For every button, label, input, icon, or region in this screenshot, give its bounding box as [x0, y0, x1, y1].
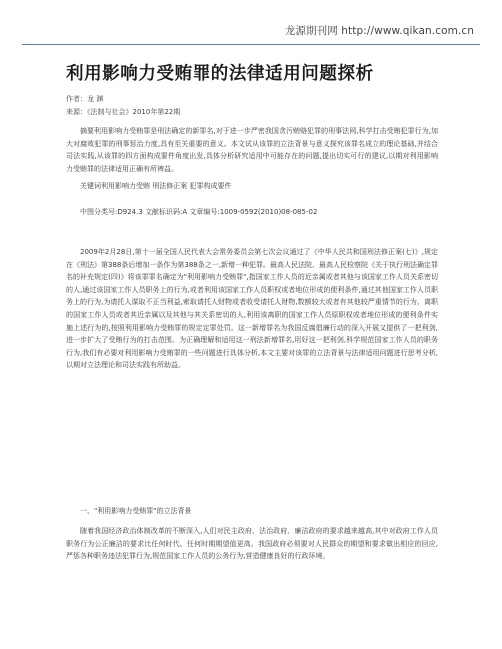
article-keywords: 关键词利用影响力受贿 刑法修正案 犯罪构成要件 [80, 182, 232, 190]
article-source: 来源：《法制与社会》2010年第22期 [66, 108, 181, 116]
header-divider [22, 44, 480, 45]
body-paragraph-2: 随着我国经济政治体制改革的不断深入,人们对民主政府、法治政府、廉洁政府的要求越来越高,其中对政府工作人员职务行为公正廉洁的要求比任何时代、任何时期期望值更高。我国政府必须要对人民群众的期望和要求做出相应的回应,严惩各种职务违法犯罪行为,规范国家工作人员的公务行为,营造健康良好的行政环境。 [66, 527, 438, 561]
article-classification: 中图分类号:D924.3 文献标识码:A 文章编号:1009-0592(2010)08-085-02 [80, 208, 318, 216]
article-author: 作者：龙 渊 [66, 95, 104, 103]
body-paragraph-1: 2009年2月28日,第十一届全国人民代表大会常务委员会第七次会议通过了《中华人民共和国刑法修正案(七)》,规定在《刑法》第388条后增加一条作为第388条之一,新增一种犯罪。最高人民法院、最高人民检察院《关于执行刑法确定罪名的补充规定(四)》将该罪罪名确定为"利用影响力受贿罪",指国家工作人员的近亲属或者其他与该国家工作人员关系密切的人,通过该国家工作人员职务上的行为,或者利用该国家工作人员职权或者地位形成的便利条件,通过其他国家工作人员职务上的行为,为请托人谋取不正当利益,索取请托人财物或者收受请托人财物,数额较大或者有其他较严重情节的行为。离职的国家工作人员或者其近亲属以及其他与其关系密切的人,利用该离职的国家工作人员原职权或者地位形成的便利条件实施上述行为的,按照利用影响力受贿罪的规定定罪处罚。这一新增罪名为我国反腐倡廉行动的深入开展又提供了一把利剑,进一步扩大了受贿行为的打击范围。为正确理解和适用这一刑法新增罪名,用好这一把利剑,科学规范国家工作人员的职务行为,我们有必要对利用影响力受贿罪的一些问题进行具体分析,本文主要对该罪的立法背景与法律适用问题进行思考分析,以期对立法理论和司法实践有所助益。 [66, 248, 438, 370]
site-header: 龙源期刊网 http://www.qikan.com.cn [284, 25, 474, 37]
article-abstract: 摘要利用影响力受贿罪是刑法确定的新罪名,对于进一步严密我国贪污贿赂犯罪的刑事法网,科学打击受贿犯罪行为,加大对腐败犯罪的刑事惩治力度,具有至关重要的意义。本文试从该罪的立法背景与意义探究该罪名成立的理论基础,并结合司法实践,从该罪的四方面构成要件角度出发,具体分析研究适用中可能存在的问题,提出切实可行的建议,以期对利用影响力受贿罪的法律适用正确有所裨益。 [66, 127, 438, 173]
article-title: 利用影响力受贿罪的法律适用问题探析 [66, 64, 374, 84]
section-heading-1: 一、"利用影响力受贿罪"的立法背景 [80, 507, 192, 515]
